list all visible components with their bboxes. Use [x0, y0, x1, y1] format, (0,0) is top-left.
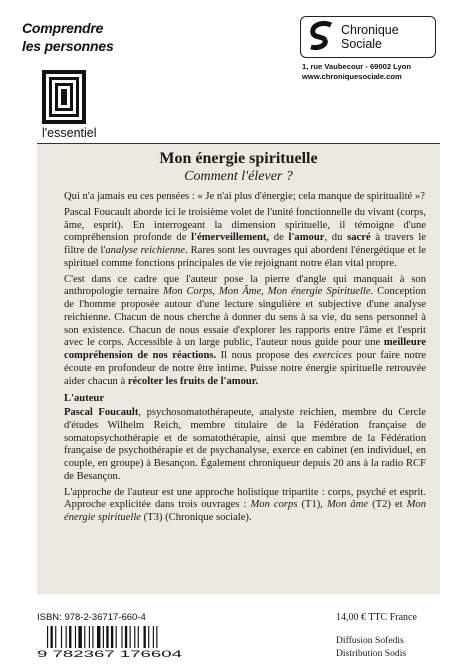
barcode-bar: [51, 626, 53, 648]
text: Il nous propose des: [216, 350, 313, 361]
barcode-bar: [125, 626, 127, 648]
text: . Rares sont les ouvrages qui abordent l'énergétique et le spirituel comme fonctions principales de vie rejoignant notre élan vital propre.: [64, 245, 426, 269]
paragraph-context: [64, 274, 426, 389]
text: analyse reichienne: [105, 245, 185, 256]
text: Mon Corps, Mon Âme, Mon énergie Spirituelle.: [163, 286, 374, 298]
barcode-bar: [92, 626, 93, 648]
book-title: Mon énergie spirituelle: [159, 150, 318, 167]
paragraph-question: Qui n'a jamais eu ces pensées : « Je n'ai plus d'énergie; cela manque de spiritualité »?: [64, 191, 425, 202]
barcode-bar: [156, 626, 157, 648]
barcode-bar: [69, 626, 71, 648]
barcode-bar: [121, 626, 122, 648]
barcode-bar: [148, 626, 149, 648]
text: L'approche de l'auteur est une approche holistique tripartite : corps, psyché et esprit. Approche explicitée dans trois ouvrages :: [64, 486, 426, 511]
distribution-block: [336, 634, 406, 660]
barcode-bar: [111, 626, 113, 648]
paragraph-intro: [64, 207, 426, 271]
author-name: Pascal Foucault: [64, 407, 139, 418]
text: , psychosomatothérapeute, analyste reichien, membre du Cercle d'études Wilhelm Reich, membre titulaire de la Fédération française de somatopsychothérapie et de somatothérapie, ainsi que membre de la Fédération française de psychothérapie et de psychanalyse, exerce en cabinet (en individuel, en couple, en groupe) à Besançon. Également chroniqueur depuis 20 ans à la radio RCF de Besançon.: [64, 407, 426, 482]
text: récolter les fruits de l'amour.: [127, 375, 259, 387]
barcode-bar: [116, 626, 117, 648]
barcode-bar: [84, 626, 85, 648]
text: (T2) et: [368, 499, 407, 511]
text: Mon âme: [326, 499, 369, 511]
text: pour faire notre écoute en profondeur de notre être intime. Puisse notre énergie spirituelle retrouvée aider chacun à: [64, 350, 426, 387]
barcode-bar: [130, 626, 131, 648]
text: à travers le filtre de l': [64, 232, 426, 256]
series-line-2: les personnes: [22, 38, 114, 54]
text: Mon énergie spirituelle: [64, 499, 427, 523]
nested-squares-logo-icon: [42, 70, 86, 124]
publisher-name: [341, 23, 399, 51]
text: , du: [324, 232, 348, 244]
barcode-bar: [61, 626, 62, 648]
barcode-digits: 9 782367 176604: [37, 649, 182, 658]
barcode-bar: [103, 626, 104, 648]
text: (T3) (Chronique sociale).: [140, 512, 252, 523]
publisher-address-block: [302, 62, 411, 82]
barcode-bar: [138, 626, 139, 648]
text: Pascal Foucault aborde ici le troisième volet de l'unité fonctionnelle du vivant (corps, âme, esprit). En interrogeant la dimension spirituelle, il témoigne d'une compréhension profonde de: [64, 206, 426, 244]
diffusion-label: Diffusion Sofedis: [336, 635, 404, 646]
text: sacré: [347, 232, 371, 244]
publisher-name-line-1: Chronique: [341, 23, 399, 37]
barcode-bar: [66, 626, 67, 648]
publisher-website: www.chroniquesociale.com: [302, 72, 402, 81]
barcode-bar: [75, 626, 76, 648]
text: Mon corps: [250, 499, 298, 511]
barcode-bar: [47, 626, 48, 648]
text: l'amour: [288, 232, 325, 244]
blurb-body: [64, 191, 426, 528]
text: exercices: [312, 350, 352, 361]
series-line-1: Comprendre: [22, 20, 104, 36]
barcode-bar: [106, 626, 108, 648]
barcode-bar: [97, 626, 100, 648]
barcode-bar: [89, 626, 90, 648]
paragraph-author-bio: [64, 407, 426, 484]
text: de: [269, 232, 289, 244]
barcode-bar: [78, 626, 81, 648]
publisher-address: 1, rue Vaubecour - 69002 Lyon: [302, 62, 412, 71]
publisher-block: [300, 16, 440, 81]
back-cover-text-panel: [37, 143, 440, 594]
isbn-label: ISBN: 978-2-36717-660-4: [37, 612, 146, 623]
text: l'émerveillement,: [191, 232, 270, 244]
barcode-graphic: [37, 626, 182, 658]
distribution-label: Distribution Sodis: [336, 648, 407, 659]
cs-monogram-logo-icon: [307, 21, 337, 53]
publisher-logo-frame: [300, 16, 436, 58]
collection-label: l'essentiel: [42, 126, 97, 140]
publisher-name-line-2: Sociale: [341, 37, 382, 51]
text: Conception de l'homme proposée autour d'une lecture singulière et subjective d'une analyse reichienne. Chacun de nous cherche à donner du sens à sa vie, du sens personnel à son existence. Chacun de nous essaie d'explorer les rapports entre l'âme et l'esprit avec le corps. Accessible à un large public, l'auteur nous guide pour une: [64, 286, 427, 349]
price-label: 14,00 € TTC France: [336, 612, 417, 623]
book-subtitle: Comment l'élever ?: [184, 169, 293, 184]
barcode-bar: [153, 626, 154, 648]
paragraph-approach: [64, 487, 426, 525]
barcode-bar: [134, 626, 135, 648]
text: (T1),: [297, 499, 327, 511]
barcode-bar: [55, 626, 56, 648]
barcode-bar: [144, 626, 146, 648]
text: C'est dans ce cadre que l'auteur pose la pierre d'angle qui manquait à son anthropologie ternaire: [64, 273, 426, 298]
author-heading: L'auteur: [64, 393, 105, 405]
series-title: [22, 19, 114, 55]
text: meilleure compréhension de nos réactions.: [64, 337, 426, 361]
